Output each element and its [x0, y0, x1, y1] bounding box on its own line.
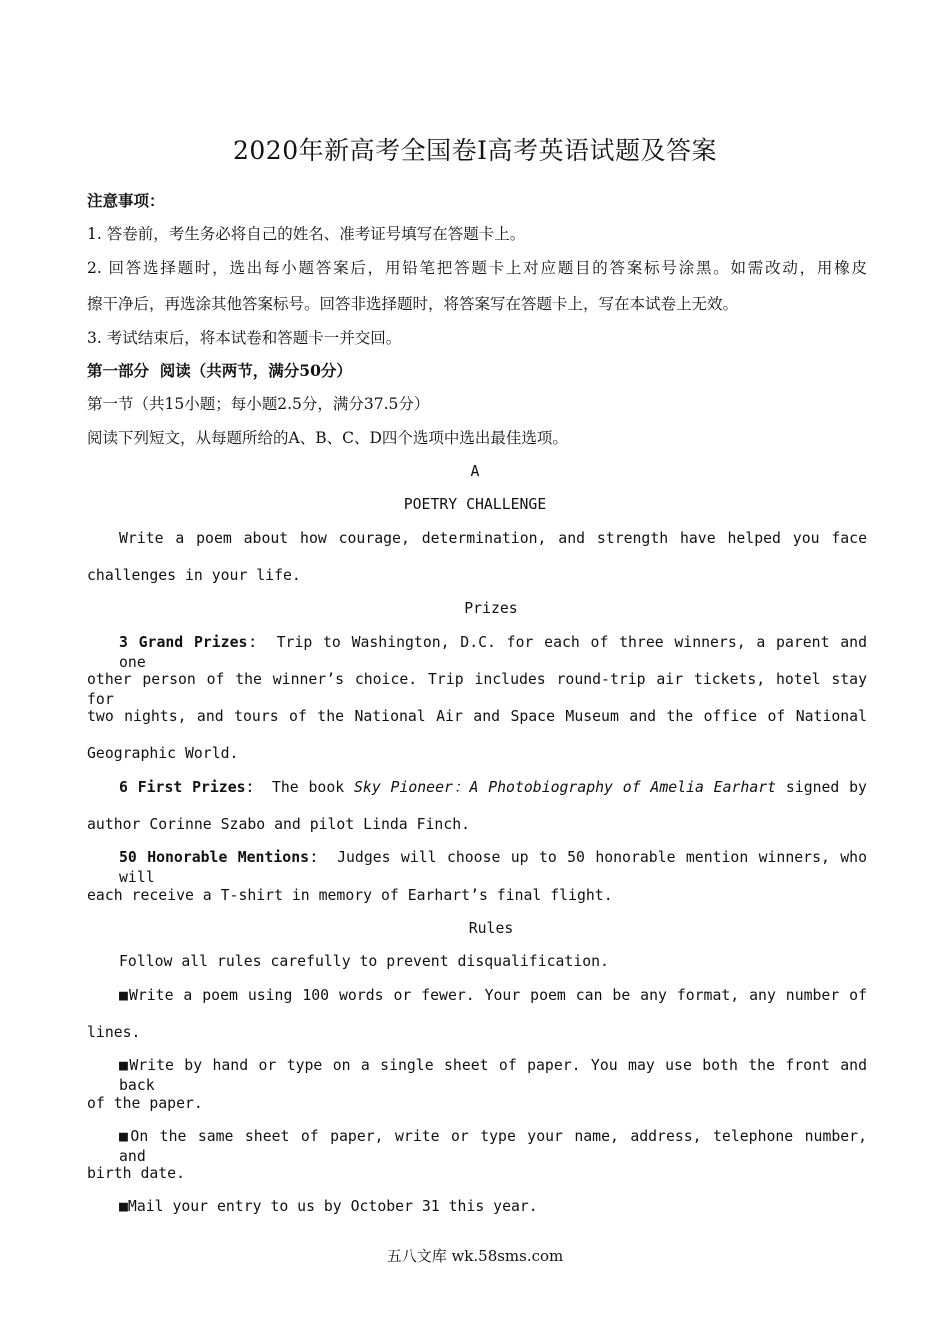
book-title: Sky Pioneer：A Photobiography of Amelia Earhart	[354, 779, 777, 796]
first-prizes-line-2: author Corinne Szabo and pilot Linda Finch.	[87, 816, 471, 833]
notice-item-2-line-1: 2. 回答选择题时，选出每小题答案后，用铅笔把答题卡上对应题目的答案标号涂黑。如需改动，用橡皮	[87, 259, 867, 277]
rules-heading: Rules	[468, 920, 514, 937]
notice-heading: 注意事项：	[87, 191, 165, 210]
rule-3-line-1: ■On the same sheet of paper, write or type your name, address, telephone number, and	[119, 1128, 867, 1165]
notice-item-3: 3. 考试结束后，将本试卷和答题卡一并交回。	[87, 329, 402, 347]
grand-prizes-line-3: two nights, and tours of the National Air and Space Museum and the office of National	[87, 708, 867, 725]
part1-heading: 第一部分 阅读（共两节，满分50分）	[87, 361, 352, 380]
grand-prizes-line-4: Geographic World.	[87, 745, 239, 762]
rule-3-line-2: birth date.	[87, 1165, 185, 1182]
footer-watermark: 五八文库 wk.58sms.com	[386, 1247, 564, 1265]
intro-line-1: Write a poem about how courage, determination, and strength have helped you face	[119, 530, 867, 547]
honorable-label: 50 Honorable Mentions：	[119, 849, 327, 866]
passage-label: A	[470, 463, 480, 480]
notice-item-1: 1. 答卷前，考生务必将自己的姓名、准考证号填写在答题卡上。	[87, 225, 526, 243]
grand-prizes-text: Trip to Washington, D.C. for each of three winners, a parent and one	[119, 634, 867, 671]
first-prizes-text-after: signed by	[785, 779, 867, 796]
honorable-line-1	[119, 848, 867, 888]
prizes-heading: Prizes	[464, 600, 518, 617]
honorable-text: Judges will choose up to 50 honorable mention winners, who will	[119, 849, 867, 886]
first-prizes-label: 6 First Prizes：	[119, 779, 263, 796]
rule-2-line-2: of the paper.	[87, 1095, 203, 1112]
page-title: 2020年新高考全国卷Ⅰ高考英语试题及答案	[233, 136, 717, 165]
first-prizes-text-before: The book	[271, 779, 345, 796]
rules-intro: Follow all rules carefully to prevent disqualification.	[119, 953, 609, 970]
grand-prizes-label: 3 Grand Prizes：	[119, 634, 266, 651]
rule-1-line-1: ■Write a poem using 100 words or fewer. Your poem can be any format, any number of	[119, 987, 867, 1004]
rule-2-line-1: ■Write by hand or type on a single sheet of paper. You may use both the front and back	[119, 1057, 867, 1094]
rule-1-line-2: lines.	[87, 1024, 141, 1041]
notice-item-2-line-2: 擦干净后，再选涂其他答案标号。回答非选择题时，将答案写在答题卡上，写在本试卷上无效。	[87, 295, 739, 313]
grand-prizes-line-1	[119, 633, 867, 673]
rule-4: ■Mail your entry to us by October 31 this year.	[119, 1198, 538, 1215]
intro-line-2: challenges in your life.	[87, 567, 301, 584]
section1-heading: 第一节（共15小题；每小题2.5分，满分37.5分）	[87, 395, 430, 413]
instructions: 阅读下列短文，从每题所给的A、B、C、D四个选项中选出最佳选项。	[87, 429, 568, 447]
passage-title: POETRY CHALLENGE	[403, 496, 547, 513]
grand-prizes-line-2: other person of the winner’s choice. Trip includes round-trip air tickets, hotel stay for	[87, 671, 867, 708]
honorable-line-2: each receive a T-shirt in memory of Earhart’s final flight.	[87, 887, 613, 904]
first-prizes-line-1	[119, 778, 867, 798]
